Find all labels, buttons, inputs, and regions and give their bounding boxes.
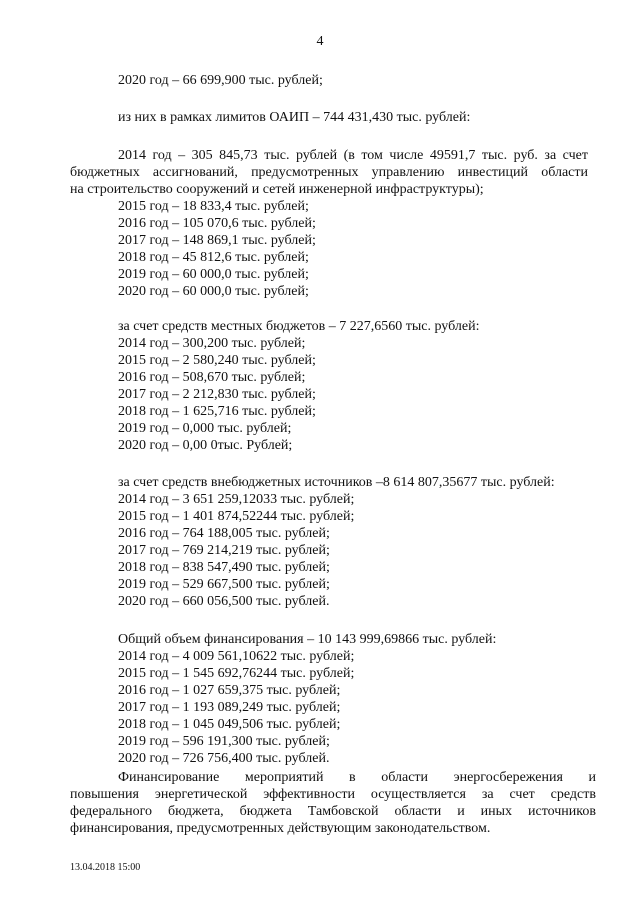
total-year-line: 2017 год – 1 193 089,249 тыс. рублей; (118, 700, 341, 715)
offbudget-year-line: 2019 год – 529 667,500 тыс. рублей; (118, 577, 330, 592)
offbudget-year-line: 2018 год – 838 547,490 тыс. рублей; (118, 560, 330, 575)
oaip-year-line: 2020 год – 60 000,0 тыс. рублей; (118, 284, 309, 299)
total-year-line: 2016 год – 1 027 659,375 тыс. рублей; (118, 683, 341, 698)
oaip-year-line: 2015 год – 18 833,4 тыс. рублей; (118, 199, 309, 214)
local-year-line: 2018 год – 1 625,716 тыс. рублей; (118, 404, 316, 419)
local-year-line: 2016 год – 508,670 тыс. рублей; (118, 370, 306, 385)
total-2020-line: 2020 год – 66 699,900 тыс. рублей; (118, 73, 323, 88)
oaip-2014-continuation-2: на строительство сооружений и сетей инженерной инфраструктуры); (70, 182, 484, 197)
local-year-line: 2015 год – 2 580,240 тыс. рублей; (118, 353, 316, 368)
offbudget-year-line: 2017 год – 769 214,219 тыс. рублей; (118, 543, 330, 558)
offbudget-year-line: 2015 год – 1 401 874,52244 тыс. рублей; (118, 509, 355, 524)
closing-paragraph-line: финансирования, предусмотренных действующим законодательством. (70, 821, 491, 836)
oaip-total-line: из них в рамках лимитов ОАИП – 744 431,430 тыс. рублей: (118, 110, 471, 125)
closing-paragraph-line: повышения энергетической эффективности осуществляется за счет средств (70, 787, 596, 802)
oaip-year-line: 2018 год – 45 812,6 тыс. рублей; (118, 250, 309, 265)
offbudget-year-line: 2020 год – 660 056,500 тыс. рублей. (118, 594, 330, 609)
closing-paragraph-line: Финансирование мероприятий в области энергосбережения и (118, 770, 596, 785)
offbudget-header: за счет средств внебюджетных источников –8 614 807,35677 тыс. рублей: (118, 475, 555, 490)
total-year-line: 2018 год – 1 045 049,506 тыс. рублей; (118, 717, 341, 732)
total-year-line: 2014 год – 4 009 561,10622 тыс. рублей; (118, 649, 355, 664)
local-year-line: 2019 год – 0,000 тыс. рублей; (118, 421, 292, 436)
oaip-year-line: 2017 год – 148 869,1 тыс. рублей; (118, 233, 316, 248)
offbudget-year-line: 2014 год – 3 651 259,12033 тыс. рублей; (118, 492, 355, 507)
page-number: 4 (316, 34, 324, 49)
oaip-year-line: 2019 год – 60 000,0 тыс. рублей; (118, 267, 309, 282)
oaip-year-line: 2016 год – 105 070,6 тыс. рублей; (118, 216, 316, 231)
total-year-line: 2020 год – 726 756,400 тыс. рублей. (118, 751, 330, 766)
footer-timestamp: 13.04.2018 15:00 (70, 862, 141, 873)
offbudget-year-line: 2016 год – 764 188,005 тыс. рублей; (118, 526, 330, 541)
local-year-line: 2014 год – 300,200 тыс. рублей; (118, 336, 306, 351)
total-year-line: 2015 год – 1 545 692,76244 тыс. рублей; (118, 666, 355, 681)
local-year-line: 2020 год – 0,00 0тыс. Рублей; (118, 438, 293, 453)
local-budgets-header: за счет средств местных бюджетов – 7 227,6560 тыс. рублей: (118, 319, 480, 334)
closing-paragraph-line: федерального бюджета, бюджета Тамбовской области и иных источников (70, 804, 596, 819)
local-year-line: 2017 год – 2 212,830 тыс. рублей; (118, 387, 316, 402)
total-year-line: 2019 год – 596 191,300 тыс. рублей; (118, 734, 330, 749)
oaip-2014-line: 2014 год – 305 845,73 тыс. рублей (в том числе 49591,7 тыс. руб. за счет (118, 148, 588, 163)
total-financing-header: Общий объем финансирования – 10 143 999,69866 тыс. рублей: (118, 632, 497, 647)
oaip-2014-continuation: бюджетных ассигнований, предусмотренных управлению инвестиций области (70, 165, 588, 180)
